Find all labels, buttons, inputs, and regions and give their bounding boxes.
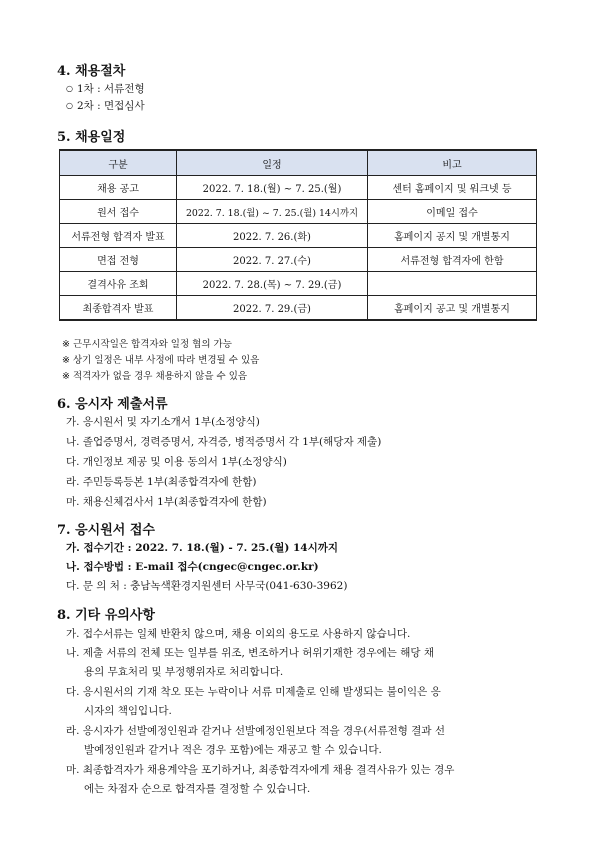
- col-header-schedule: 일정: [177, 150, 368, 176]
- notice-line: 발예정인원과 같거나 적은 경우 포함)에는 재공고 할 수 있습니다.: [84, 744, 382, 756]
- notice-line: 에는 차점자 순으로 합격자를 결정할 수 있습니다.: [84, 783, 311, 795]
- table-cell: 홈페이지 공고 및 개별통지: [368, 296, 537, 321]
- notice-line: 라. 응시자가 선발예정인원과 같거나 선발예정인원보다 적을 경우(서류전형 결과 선: [66, 725, 445, 737]
- table-row: [60, 248, 537, 272]
- table-cell: 이메일 접수: [368, 200, 537, 224]
- table-row: [60, 224, 537, 248]
- table-row: [60, 272, 537, 296]
- col-header-category: 구분: [60, 150, 177, 176]
- table-cell: [368, 272, 537, 296]
- table-cell: 면접 전형: [60, 248, 177, 272]
- section-5-heading: 5. 채용일정: [57, 130, 126, 145]
- application-period: 가. 접수기간 : 2022. 7. 18.(월) - 7. 25.(월) 14시까지: [66, 542, 339, 554]
- application-method: 나. 접수방법 : E-mail 접수(cngec@cngec.or.kr): [66, 561, 319, 573]
- table-cell: 2022. 7. 18.(월) ~ 7. 25.(월) 14시까지: [177, 200, 368, 224]
- table-cell: 센터 홈페이지 및 워크넷 등: [368, 176, 537, 200]
- list-item: 마. 채용신체검사서 1부(최종합격자에 한함): [66, 496, 267, 508]
- table-cell: 결격사유 조회: [60, 272, 177, 296]
- notice-line: 용의 무효처리 및 부정행위자로 처리합니다.: [84, 666, 284, 678]
- bullet-icon: ○: [66, 101, 73, 110]
- notice-line: 시자의 책임입니다.: [84, 705, 172, 717]
- list-item: 가. 응시원서 및 자기소개서 1부(소정양식): [66, 416, 260, 428]
- list-item: 다. 개인정보 제공 및 이용 동의서 1부(소정양식): [66, 456, 287, 468]
- notice-line: 가. 접수서류는 일체 반환치 않으며, 채용 이외의 용도로 사용하지 않습니다.: [66, 628, 411, 640]
- table-cell: 서류전형 합격자에 한함: [368, 248, 537, 272]
- schedule-note: ※ 근무시작일은 합격자와 일정 협의 가능: [62, 339, 232, 350]
- notice-line: 나. 제출 서류의 전체 또는 일부를 위조, 변조하거나 허위기재한 경우에는 해당 채: [66, 647, 434, 659]
- table-cell: 2022. 7. 18.(월) ~ 7. 25.(월): [177, 176, 368, 200]
- section-4-heading: 4. 채용절차: [57, 64, 126, 79]
- list-item: 라. 주민등록등본 1부(최종합격자에 한함): [66, 476, 257, 488]
- notice-line: 마. 최종합격자가 채용계약을 포기하거나, 최종합격자에게 채용 결격사유가 있는 경우: [66, 764, 455, 776]
- schedule-note: ※ 적격자가 없을 경우 채용하지 않을 수 있음: [62, 371, 248, 382]
- table-cell: 2022. 7. 26.(화): [177, 224, 368, 248]
- notice-line: 다. 응시원서의 기재 착오 또는 누락이나 서류 미제출로 인해 발생되는 불이익은 응: [66, 686, 441, 698]
- schedule-table: [59, 149, 537, 321]
- table-cell: 2022. 7. 28.(목) ~ 7. 29.(금): [177, 272, 368, 296]
- contact-info: 다. 문 의 처 : 충남녹색환경지원센터 사무국(041-630-3962): [66, 580, 348, 592]
- list-item: ○ 2차 : 면접심사: [66, 100, 145, 112]
- section-8-heading: 8. 기타 유의사항: [57, 608, 155, 623]
- list-item: ○ 1차 : 서류전형: [66, 83, 145, 95]
- table-cell: 2022. 7. 27.(수): [177, 248, 368, 272]
- table-cell: 채용 공고: [60, 176, 177, 200]
- col-header-remarks: 비고: [368, 150, 537, 176]
- table-header-row: [60, 150, 537, 176]
- table-row: [60, 176, 537, 200]
- table-cell: 서류전형 합격자 발표: [60, 224, 177, 248]
- table-cell: 최종합격자 발표: [60, 296, 177, 321]
- list-item: 나. 졸업증명서, 경력증명서, 자격증, 병적증명서 각 1부(해당자 제출): [66, 436, 382, 448]
- section-6-heading: 6. 응시자 제출서류: [57, 397, 168, 412]
- bullet-icon: ○: [66, 84, 73, 93]
- table-row: [60, 296, 537, 321]
- schedule-note: ※ 상기 일정은 내부 사정에 따라 변경될 수 있음: [62, 355, 260, 366]
- table-cell: 홈페이지 공지 및 개별통지: [368, 224, 537, 248]
- section-7-heading: 7. 응시원서 접수: [57, 523, 155, 538]
- table-row: [60, 200, 537, 224]
- table-cell: 2022. 7. 29.(금): [177, 296, 368, 321]
- table-cell: 원서 접수: [60, 200, 177, 224]
